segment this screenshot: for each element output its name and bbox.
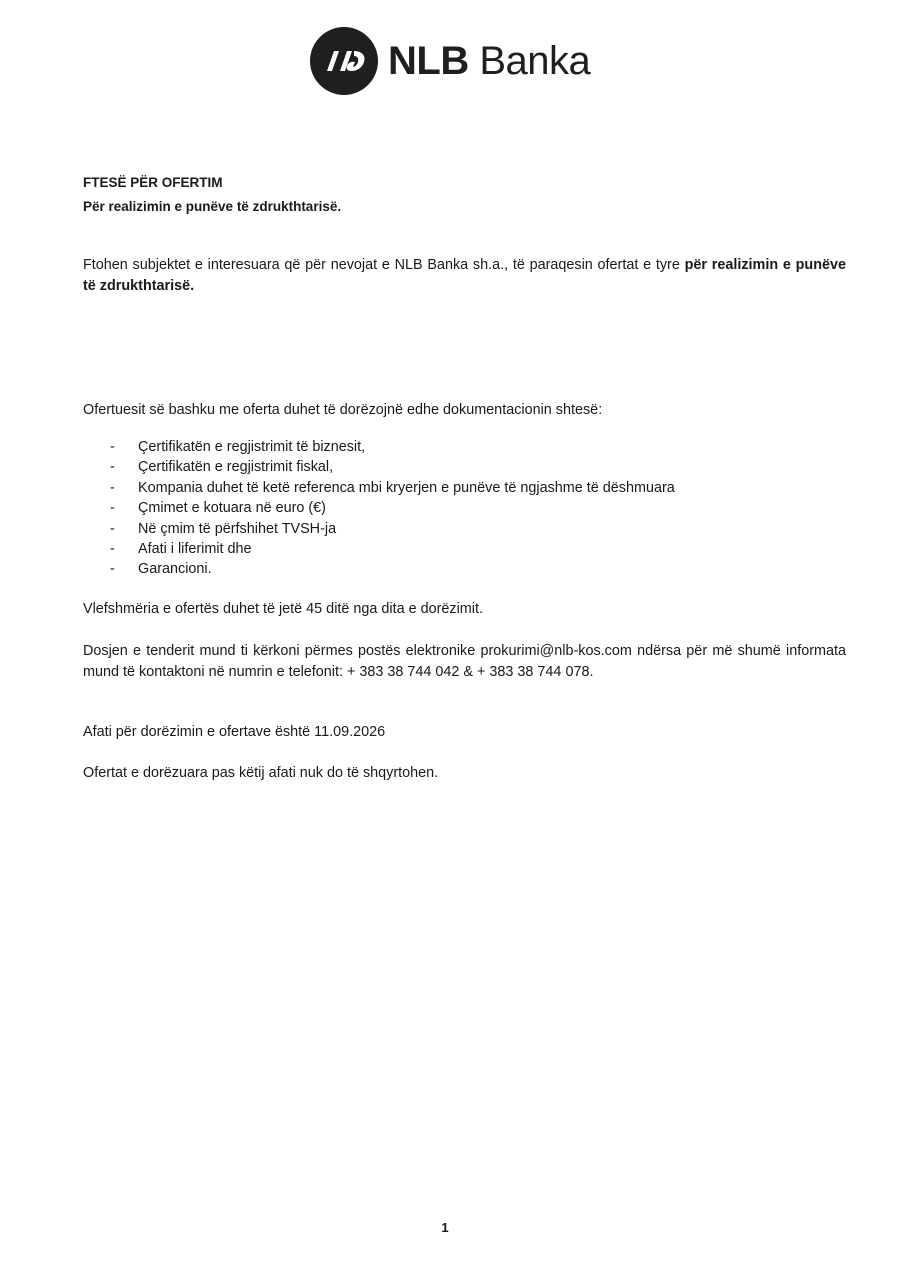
list-item-text: Garancioni. [138,561,212,578]
list-item-text: Çmimet e kotuara në euro (€) [138,500,326,517]
bullet-dash: - [110,561,115,578]
intro-text: Ftohen subjektet e interesuara që për nevojat e NLB Banka sh.a., të paraqesin ofertat e tyre [83,257,685,273]
list-item [110,437,675,457]
validity-paragraph: Vlefshmëria e ofertës duhet të jetë 45 ditë nga dita e dorëzimit. [83,601,483,617]
list-item [110,559,675,579]
requirements-list [110,437,675,580]
list-item [110,457,675,477]
bullet-dash: - [110,439,115,455]
bullet-dash: - [110,520,115,537]
intro-paragraph [83,255,846,296]
contact-paragraph: Dosjen e tenderit mund ti kërkoni përmes postës elektronike prokurimi@nlb-kos.com ndërsa për më shumë informata mund të kontaktoni në numrin e telefonit: + 383 38 744 042 & + 383 38 744 078. [83,643,846,680]
documents-intro: Ofertuesit së bashku me oferta duhet të dorëzojnë edhe dokumentacionin shtesë: [83,402,603,418]
list-item [110,478,675,498]
late-notice-paragraph: Ofertat e dorëzuara pas këtij afati nuk do të shqyrtohen. [83,765,439,781]
list-item-text: Kompania duhet të ketë referenca mbi kryerjen e punëve të ngjashme të dëshmuara [138,479,675,496]
list-item-text: Afati i liferimit dhe [138,541,252,558]
list-item-text: Çertifikatën e regjistrimit të biznesit, [138,439,366,455]
list-item [110,519,675,539]
logo-text-bold: NLB [388,39,469,83]
page-number: 1 [441,1220,449,1235]
document-title: FTESË PËR OFERTIM [83,175,223,190]
list-item-text: Në çmim të përfshihet TVSH-ja [138,520,337,537]
logo-text-regular: Banka [479,39,591,83]
deadline-paragraph: Afati për dorëzimin e ofertave është 11.09.2026 [83,724,386,740]
intro-bold-text: për realizimin e punëve të zdrukthtarisë. [83,257,847,294]
bullet-dash: - [110,541,115,558]
logo-wordmark [388,41,590,81]
document-subtitle: Për realizimin e punëve të zdrukthtarisë. [83,199,342,214]
bullet-dash: - [110,459,115,476]
list-item-text: Çertifikatën e regjistrimit fiskal, [138,459,334,476]
nlb-logo-icon [310,27,378,95]
list-item [110,539,675,559]
bullet-dash: - [110,479,115,496]
list-item [110,498,675,518]
nlb-logo [310,26,590,96]
bullet-dash: - [110,500,115,517]
